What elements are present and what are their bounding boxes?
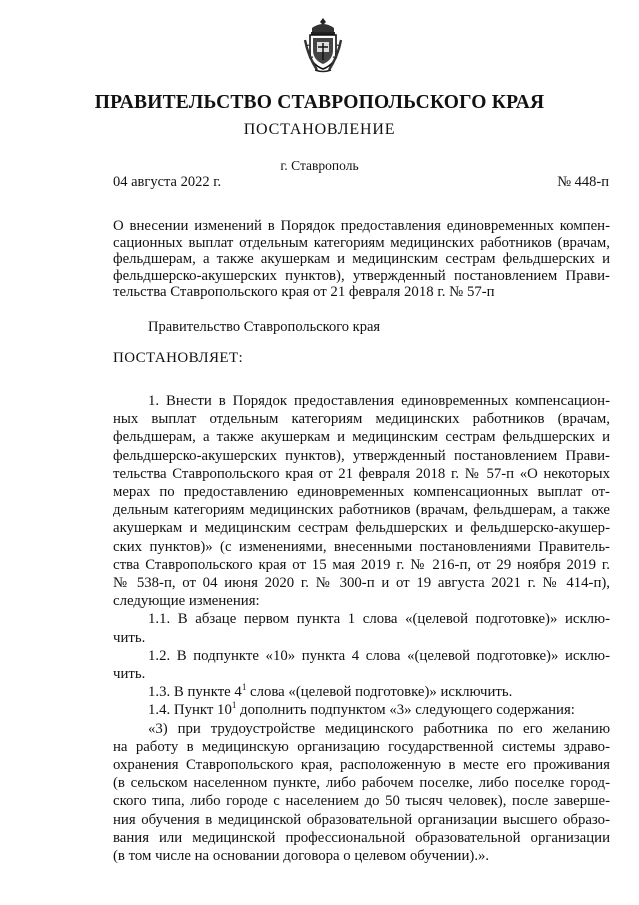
paragraph-line: ства Ставропольского края от 15 мая 2019 г. № 216-п, от 29 ноября 2019 г. (113, 556, 610, 573)
paragraph-line: дельным категориям медицинских работников (врачам, фельдшерам, а также (113, 502, 610, 519)
superscript: 1 (231, 700, 237, 711)
paragraph-line: ных выплат отдельным категориям медицинских работников (врачам, (113, 411, 610, 428)
paragraph-line: фельдшерско-акушерских пунктов), утвержденный постановлением Прави- (113, 447, 610, 464)
heading-line: тельства Ставропольского края от 21 февраля 2018 г. № 57-п (113, 284, 495, 300)
paragraph-item-1-3 (113, 683, 610, 701)
government-title: ПРАВИТЕЛЬСТВО СТАВРОПОЛЬСКОГО КРАЯ (94, 92, 545, 113)
item-text: дополнить подпунктом «3» следующего содержания: (236, 702, 575, 719)
paragraph-line: на работу в медицинскую организацию государственной системы здраво- (113, 738, 610, 755)
paragraph-line: (в сельском населенном пункте, либо рабочем поселке, либо поселке город- (113, 775, 610, 792)
paragraph-line: охранения Ставропольского края, расположенную в месте его проживания (113, 757, 610, 774)
paragraph-line: «3) при трудоустройстве медицинского работника по его желанию (148, 720, 610, 737)
document-type: ПОСТАНОВЛЕНИЕ (243, 121, 396, 138)
paragraph-line: вания или медицинской профессиональной образовательной организации (113, 829, 610, 846)
paragraph-line: ских пунктов)» (с изменениями, внесенными постановлениями Правитель- (113, 538, 610, 555)
heading-line: фельдшерско-акушерских пунктов), утвержденный постановлением Прави- (113, 267, 610, 284)
paragraph-line: № 538-п, от 04 июня 2020 г. № 300-п и от 19 августа 2021 г. № 414-п), (113, 575, 610, 592)
preamble: Правительство Ставропольского края (148, 319, 381, 335)
paragraph-line: 1.1. В абзаце первом пункта 1 слова «(целевой подготовке)» исклю- (148, 611, 610, 628)
item-text: слова «(целевой подготовке)» исключить. (246, 684, 513, 701)
heading-line: фельдшерам, а также акушеркам и медицинским сестрам фельдшерских и (113, 251, 610, 267)
paragraph-line: следующие изменения: (113, 593, 260, 610)
item-text: 1.4. Пункт 10 (148, 702, 232, 719)
paragraph-line: тельства Ставропольского края от 21 февраля 2018 г. № 57-п «О некоторых (113, 465, 610, 482)
document-date: 04 августа 2022 г. (113, 174, 222, 190)
document-body (113, 392, 610, 865)
paragraph-line: (в том числе на основании договора о целевом обучении).». (113, 848, 490, 865)
paragraph-line: мерах по предоставлению единовременных компенсационных выплат от- (113, 484, 610, 501)
heading-line: сационных выплат отдельным категориям медицинских работников (врачам, (113, 234, 610, 251)
heading-line: О внесении изменений в Порядок предоставления единовременных компен- (113, 218, 610, 234)
paragraph-item-1-4 (113, 701, 610, 719)
paragraph-line: ния обучения в медицинской образовательной организации высшего образо- (113, 811, 610, 828)
paragraph-line: чить. (113, 666, 146, 683)
item-text: 1.3. В пункте 4 (148, 684, 242, 701)
paragraph-line: акушеркам и медицинским сестрам фельдшерских и фельдшерско-акушер- (113, 520, 610, 537)
stavropol-coat-of-arms-icon (303, 16, 343, 74)
paragraph-line: фельдшерам, а также акушеркам и медицинским сестрам фельдшерских и (113, 429, 610, 446)
paragraph-line: чить. (113, 629, 146, 646)
paragraph-line: ского типа, либо городе с населением до 50 тысяч человек), после заверше- (113, 793, 610, 810)
paragraph-line: 1.2. В подпункте «10» пункта 4 слова «(целевой подготовке)» исклю- (148, 647, 610, 664)
resolves-keyword: ПОСТАНОВЛЯЕТ: (113, 350, 244, 366)
paragraph-line: 1. Внести в Порядок предоставления единовременных компенсацион- (148, 393, 610, 409)
document-heading (113, 218, 610, 301)
document-number: № 448-п (557, 174, 609, 190)
superscript: 1 (241, 682, 247, 693)
city: г. Ставрополь (280, 158, 359, 173)
